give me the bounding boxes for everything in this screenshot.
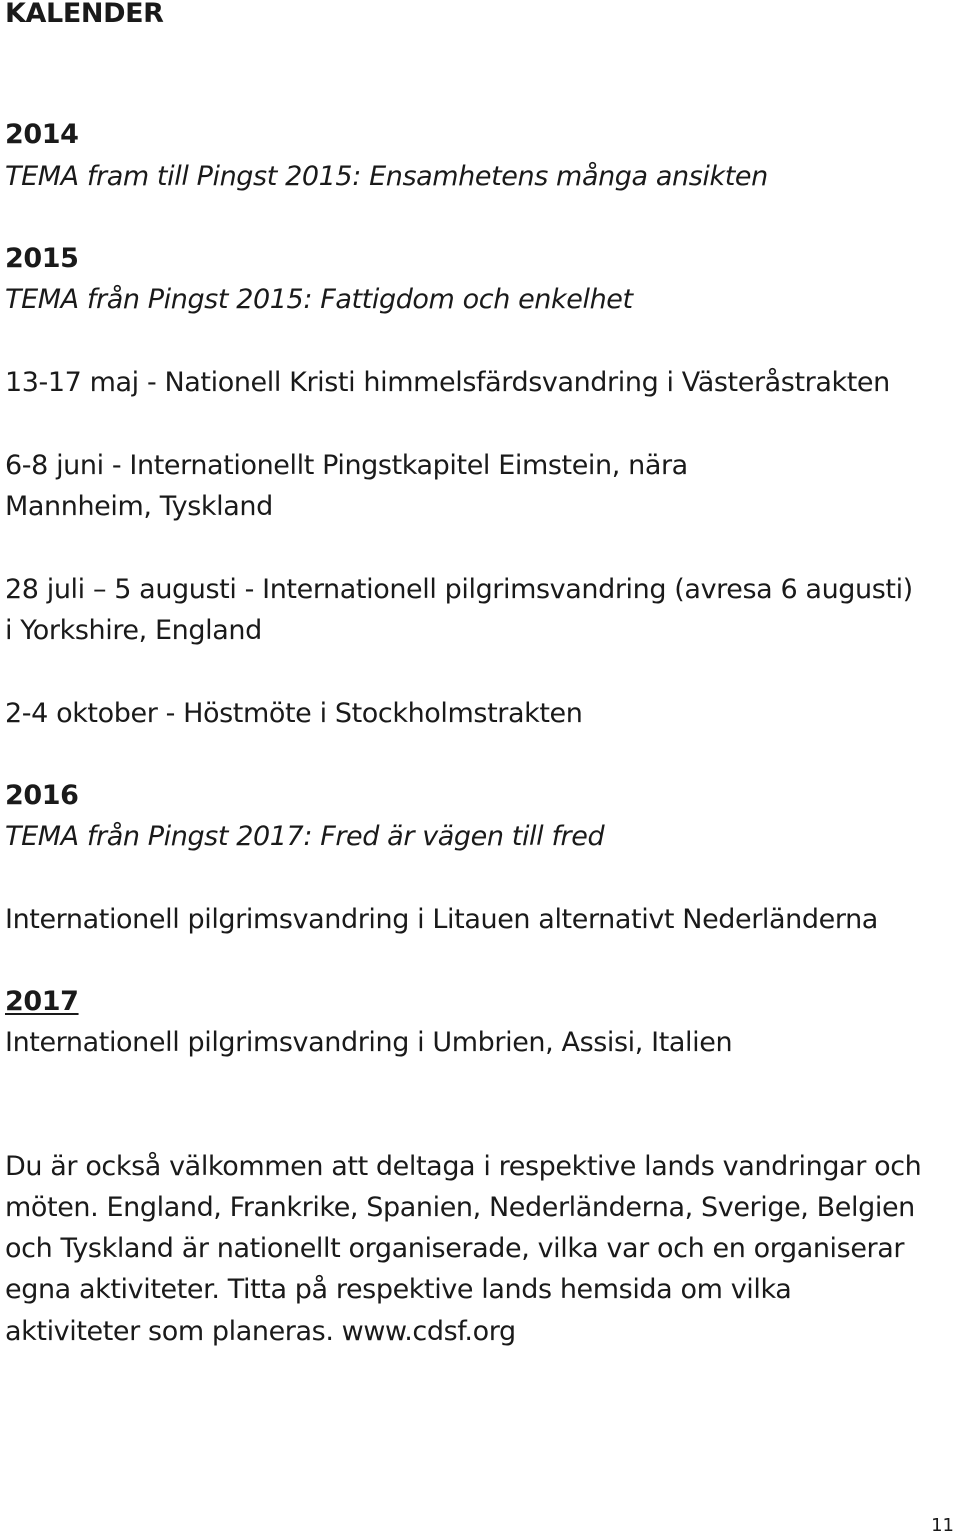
event-line: Mannheim, Tyskland: [5, 491, 273, 522]
page-heading: KALENDER: [5, 0, 164, 29]
closing-paragraph-line: möten. England, Frankrike, Spanien, Nederländerna, Sverige, Belgien: [5, 1192, 915, 1223]
year-2016-label: 2016: [5, 780, 79, 811]
closing-paragraph-line: Du är också välkommen att deltaga i respektive lands vandringar och: [5, 1151, 922, 1182]
year-2014-label: 2014: [5, 119, 79, 150]
event-line: i Yorkshire, England: [5, 615, 262, 646]
year-2015-label: 2015: [5, 243, 79, 274]
event-line: Internationell pilgrimsvandring i Umbrien, Assisi, Italien: [5, 1027, 733, 1058]
year-2016-theme: TEMA från Pingst 2017: Fred är vägen till fred: [5, 821, 605, 852]
closing-paragraph-line: aktiviteter som planeras. www.cdsf.org: [5, 1316, 516, 1347]
page-number: 11: [931, 1515, 954, 1536]
event-line: 6-8 juni - Internationellt Pingstkapitel Eimstein, nära: [5, 450, 688, 481]
event-line: 13-17 maj - Nationell Kristi himmelsfärdsvandring i Västeråstrakten: [5, 367, 890, 398]
closing-paragraph-line: egna aktiviteter. Titta på respektive lands hemsida om vilka: [5, 1274, 792, 1305]
year-2015-theme: TEMA från Pingst 2015: Fattigdom och enkelhet: [5, 284, 633, 315]
event-line: 2-4 oktober - Höstmöte i Stockholmstrakten: [5, 698, 583, 729]
event-line: 28 juli – 5 augusti - Internationell pilgrimsvandring (avresa 6 augusti): [5, 574, 913, 605]
year-2014-theme: TEMA fram till Pingst 2015: Ensamhetens många ansikten: [5, 161, 768, 192]
event-line: Internationell pilgrimsvandring i Litauen alternativt Nederländerna: [5, 904, 878, 935]
closing-paragraph-line: och Tyskland är nationellt organiserade, vilka var och en organiserar: [5, 1233, 905, 1264]
year-2017-label: 2017: [5, 986, 79, 1017]
